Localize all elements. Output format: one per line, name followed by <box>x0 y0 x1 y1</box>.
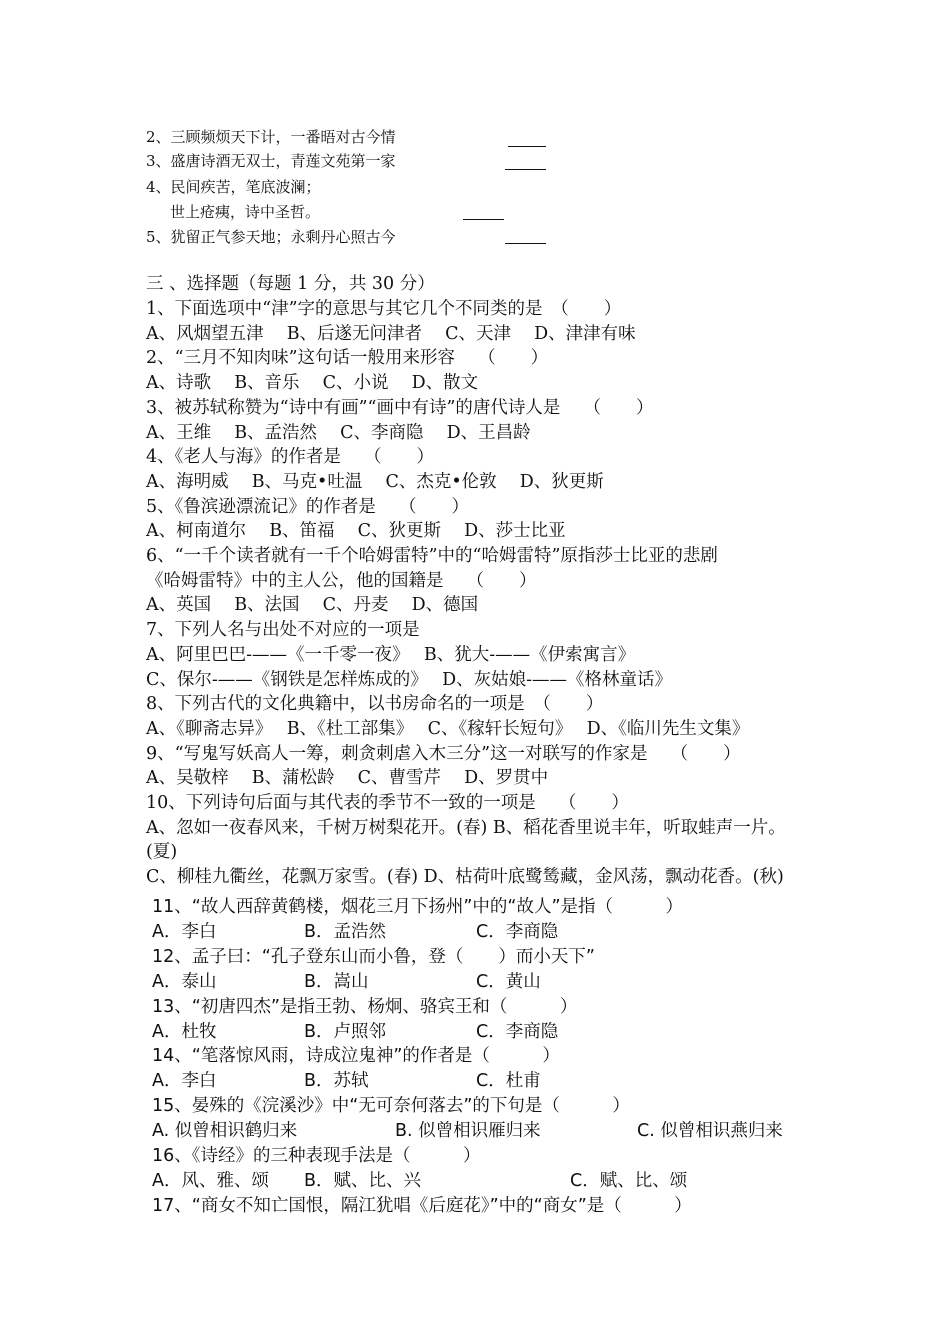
question-text: 《哈姆雷特》中的主人公，他的国籍是 （ ） <box>146 570 537 591</box>
answer-options: A、海明威 B、马克•吐温 C、杰克•伦敦 D、狄更斯 <box>146 471 604 492</box>
answer-option: C．黄山 <box>476 971 541 992</box>
answer-options: C、保尔-——《钢铁是怎样炼成的》 D、灰姑娘-——《格林童话》 <box>146 669 673 690</box>
answer-option: A．风、雅、颂 <box>152 1170 269 1191</box>
answer-option: B．孟浩然 <box>304 921 387 942</box>
answer-options: A、风烟望五津 B、后遂无问津者 C、天津 D、津津有味 <box>146 323 636 344</box>
question-text: 14、“笔落惊风雨，诗成泣鬼神”的作者是（ ） <box>152 1046 560 1067</box>
answer-option: B. 似曾相识雁归来 <box>395 1121 541 1142</box>
question-text: 4、《老人与海》的作者是 （ ） <box>146 447 434 468</box>
question-text: 16、《诗经》的三种表现手法是（ ） <box>152 1146 481 1166</box>
answer-options: A、诗歌 B、音乐 C、小说 D、散文 <box>146 373 479 394</box>
question-text: 10、下列诗句后面与其代表的季节不一致的一项是 （ ） <box>146 793 629 813</box>
answer-option: B．赋、比、兴 <box>304 1170 422 1191</box>
question-text: 6、“一千个读者就有一千个哈姆雷特”中的“哈姆雷特”原指莎士比亚的悲剧 <box>146 546 718 566</box>
answer-option: C．李商隐 <box>476 1021 559 1042</box>
answer-options: A、吴敬梓 B、蒲松龄 C、曹雪芹 D、罗贯中 <box>146 768 549 789</box>
question-text: 3、被苏轼称赞为“诗中有画”“画中有诗”的唐代诗人是 （ ） <box>146 397 654 418</box>
answer-options: A、王维 B、孟浩然 C、李商隐 D、王昌龄 <box>146 422 531 443</box>
answer-blank-3 <box>463 219 504 220</box>
answer-options: A、阿里巴巴-——《一千零一夜》 B、犹大-——《伊索寓言》 <box>146 644 636 665</box>
question-text: 15、晏殊的《浣溪沙》中“无可奈何落去”的下句是（ ） <box>152 1096 630 1117</box>
question-text: 9、“写鬼写妖高人一筹，刺贪刺虐入木三分”这一对联写的作家是 （ ） <box>146 743 741 764</box>
answer-option: A．杜牧 <box>152 1021 217 1042</box>
answer-option: B．苏轼 <box>304 1071 369 1092</box>
question-text: 2、“三月不知肉味”这句话一般用来形容 （ ） <box>146 348 549 369</box>
question-text: 17、“商女不知亡国恨，隔江犹唱《后庭花》”中的“商女”是（ ） <box>152 1195 692 1216</box>
answer-options: C、柳桂九衢丝，花飘万家雪。(春) D、枯荷叶底鹭鸶藏，金风荡，飘动花香。(秋) <box>146 867 784 888</box>
answer-option: A. 似曾相识鹤归来 <box>152 1121 298 1142</box>
question-text: 8、下列古代的文化典籍中，以书房命名的一项是 （ ） <box>146 694 604 715</box>
answer-option: B．卢照邻 <box>304 1021 387 1042</box>
answer-option: A．李白 <box>152 1071 217 1092</box>
question-text: 12、孟子曰：“孔子登东山而小鲁，登（ ）而小天下” <box>152 946 595 967</box>
answer-options: A、英国 B、法国 C、丹麦 D、德国 <box>146 595 479 616</box>
answer-options: A、忽如一夜春风来，千树万树梨花开。(春) B、稻花香里说丰年，听取蛙声一片。 <box>146 817 786 838</box>
answer-option: A．李白 <box>152 921 217 942</box>
answer-option: B．嵩山 <box>304 971 369 992</box>
answer-option: C. 似曾相识燕归来 <box>637 1121 783 1142</box>
answer-options: A、柯南道尔 B、笛福 C、狄更斯 D、莎士比亚 <box>146 521 566 542</box>
fill-item: 世上疮痍，诗中圣哲。 <box>170 203 321 221</box>
fill-item: 3、盛唐诗酒无双士，青莲文苑第一家 <box>146 152 396 170</box>
question-text: 11、“故人西辞黄鹤楼，烟花三月下扬州”中的“故人”是指（ ） <box>152 897 684 917</box>
question-text: 13、“初唐四杰”是指王勃、杨炯、骆宾王和（ ） <box>152 996 578 1017</box>
answer-option: A．泰山 <box>152 971 217 992</box>
answer-blank-4 <box>505 243 546 244</box>
fill-item: 4、民间疾苦，笔底波澜； <box>146 178 321 196</box>
question-text: 7、下列人名与出处不对应的一项是 <box>146 620 420 641</box>
question-text: (夏) <box>146 842 178 863</box>
question-text: 5、《鲁滨逊漂流记》的作者是 （ ） <box>146 496 469 517</box>
answer-option: C．李商隐 <box>476 921 559 942</box>
answer-blank-1 <box>505 169 546 170</box>
fill-item: 2、三顾频烦天下计，一番晤对古今情 <box>146 128 396 146</box>
section-heading: 三 、选择题（每题 1 分，共 30 分） <box>146 274 435 294</box>
answer-option: C．杜甫 <box>476 1071 541 1092</box>
fill-item: 5、犹留正气参天地；永剩丹心照古今 <box>146 228 396 246</box>
answer-options: A、《聊斋志异》 B、《杜工部集》 C、《稼轩长短句》 D、《临川先生文集》 <box>146 718 750 739</box>
question-text: 1、下面选项中“津”字的意思与其它几个不同类的是 （ ） <box>146 299 622 319</box>
answer-blank-0 <box>508 146 546 147</box>
answer-option: C．赋、比、颂 <box>570 1170 688 1191</box>
